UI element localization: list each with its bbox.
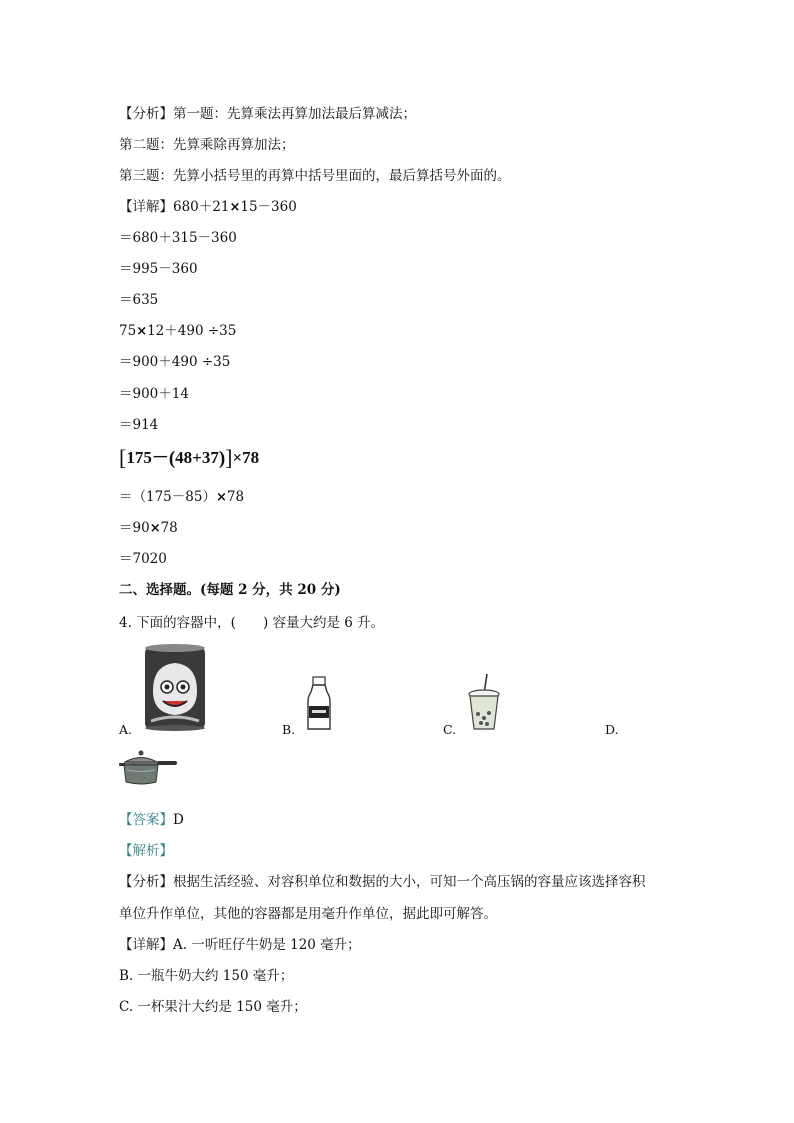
section-heading: 二、选择题。(每题 2 分，共 20 分) (119, 582, 341, 598)
detail-label: 【详解】 (119, 937, 173, 953)
analysis-line-1: 【分析】第一题：先算乘法再算加法最后算减法； (119, 106, 416, 122)
analysis-line-3: 第三题：先算小括号里的再算中括号里面的，最后算括号外面的。 (119, 168, 511, 184)
solution-problem-1 (119, 198, 297, 217)
option-a-label: A. (119, 722, 133, 737)
p3-step-3: ＝7020 (119, 551, 167, 567)
analysis-line-2: 第二题：先算乘除再算加法； (119, 137, 295, 153)
p3-s2-a: ＝90 (119, 520, 150, 536)
p1-part-a: 680＋21 (173, 199, 230, 215)
left-bracket: [ (119, 445, 127, 470)
can-icon (143, 643, 207, 731)
p3-inner: 48+37 (175, 448, 219, 467)
p2-step-3: ＝914 (119, 417, 159, 433)
question-4-stem: 4. 下面的容器中，( ) 容量大约是 6 升。 (119, 615, 385, 631)
pressure-cooker-icon (119, 750, 179, 786)
solution-label: 【详解】 (119, 199, 173, 215)
p3-s2-b: 78 (160, 520, 178, 536)
p3-n1: 175－ (126, 448, 169, 467)
milk-bottle-icon (304, 676, 334, 732)
answer-value: D (173, 812, 184, 828)
times-sign: × (136, 324, 148, 339)
detail-b: B. 一瓶牛奶大约 150 毫升； (119, 968, 294, 984)
left-paren: ( (168, 448, 176, 469)
detail-a-line (119, 936, 361, 954)
times-sign: × (215, 490, 227, 505)
option-d-label: D. (605, 722, 619, 737)
p2-part-a: 75 (119, 323, 137, 339)
p3-step-2 (119, 519, 178, 538)
detail-c: C. 一杯果汁大约是 150 毫升； (119, 999, 307, 1015)
p2-step-2: ＝900＋14 (119, 386, 189, 402)
p1-step-1: ＝680＋315－360 (119, 230, 237, 246)
explanation-analysis-2: 单位升作单位，其他的容器都是用毫升作单位，据此即可解答。 (119, 906, 497, 922)
p3-s1-a: ＝（175－85） (119, 489, 216, 505)
p1-part-b: 15－360 (240, 199, 297, 215)
solution-problem-2 (119, 322, 236, 341)
p3-mult: ×78 (232, 448, 260, 467)
right-paren: ) (218, 448, 226, 469)
p1-step-3: ＝635 (119, 292, 159, 308)
option-b-label: B. (282, 722, 296, 737)
p3-s1-b: 78 (226, 489, 245, 505)
explanation-label: 【解析】 (119, 843, 173, 859)
p3-expression (119, 445, 260, 470)
right-bracket: ] (225, 445, 233, 470)
p1-step-2: ＝995－360 (119, 261, 198, 277)
answer-line (119, 811, 184, 829)
answer-label: 【答案】 (119, 812, 173, 828)
bubble-tea-cup-icon (467, 674, 501, 732)
option-c-label: C. (443, 722, 457, 737)
times-sign: × (149, 521, 161, 536)
p3-step-1 (119, 488, 244, 507)
explanation-analysis-1: 【分析】根据生活经验、对容积单位和数据的大小，可知一个高压锅的容量应该选择容积 (119, 874, 646, 890)
p2-part-b: 12＋490 ÷35 (147, 323, 237, 339)
p2-step-1: ＝900＋490 ÷35 (119, 354, 231, 370)
detail-a: A. 一听旺仔牛奶是 120 毫升； (173, 937, 361, 953)
times-sign: × (229, 200, 241, 215)
